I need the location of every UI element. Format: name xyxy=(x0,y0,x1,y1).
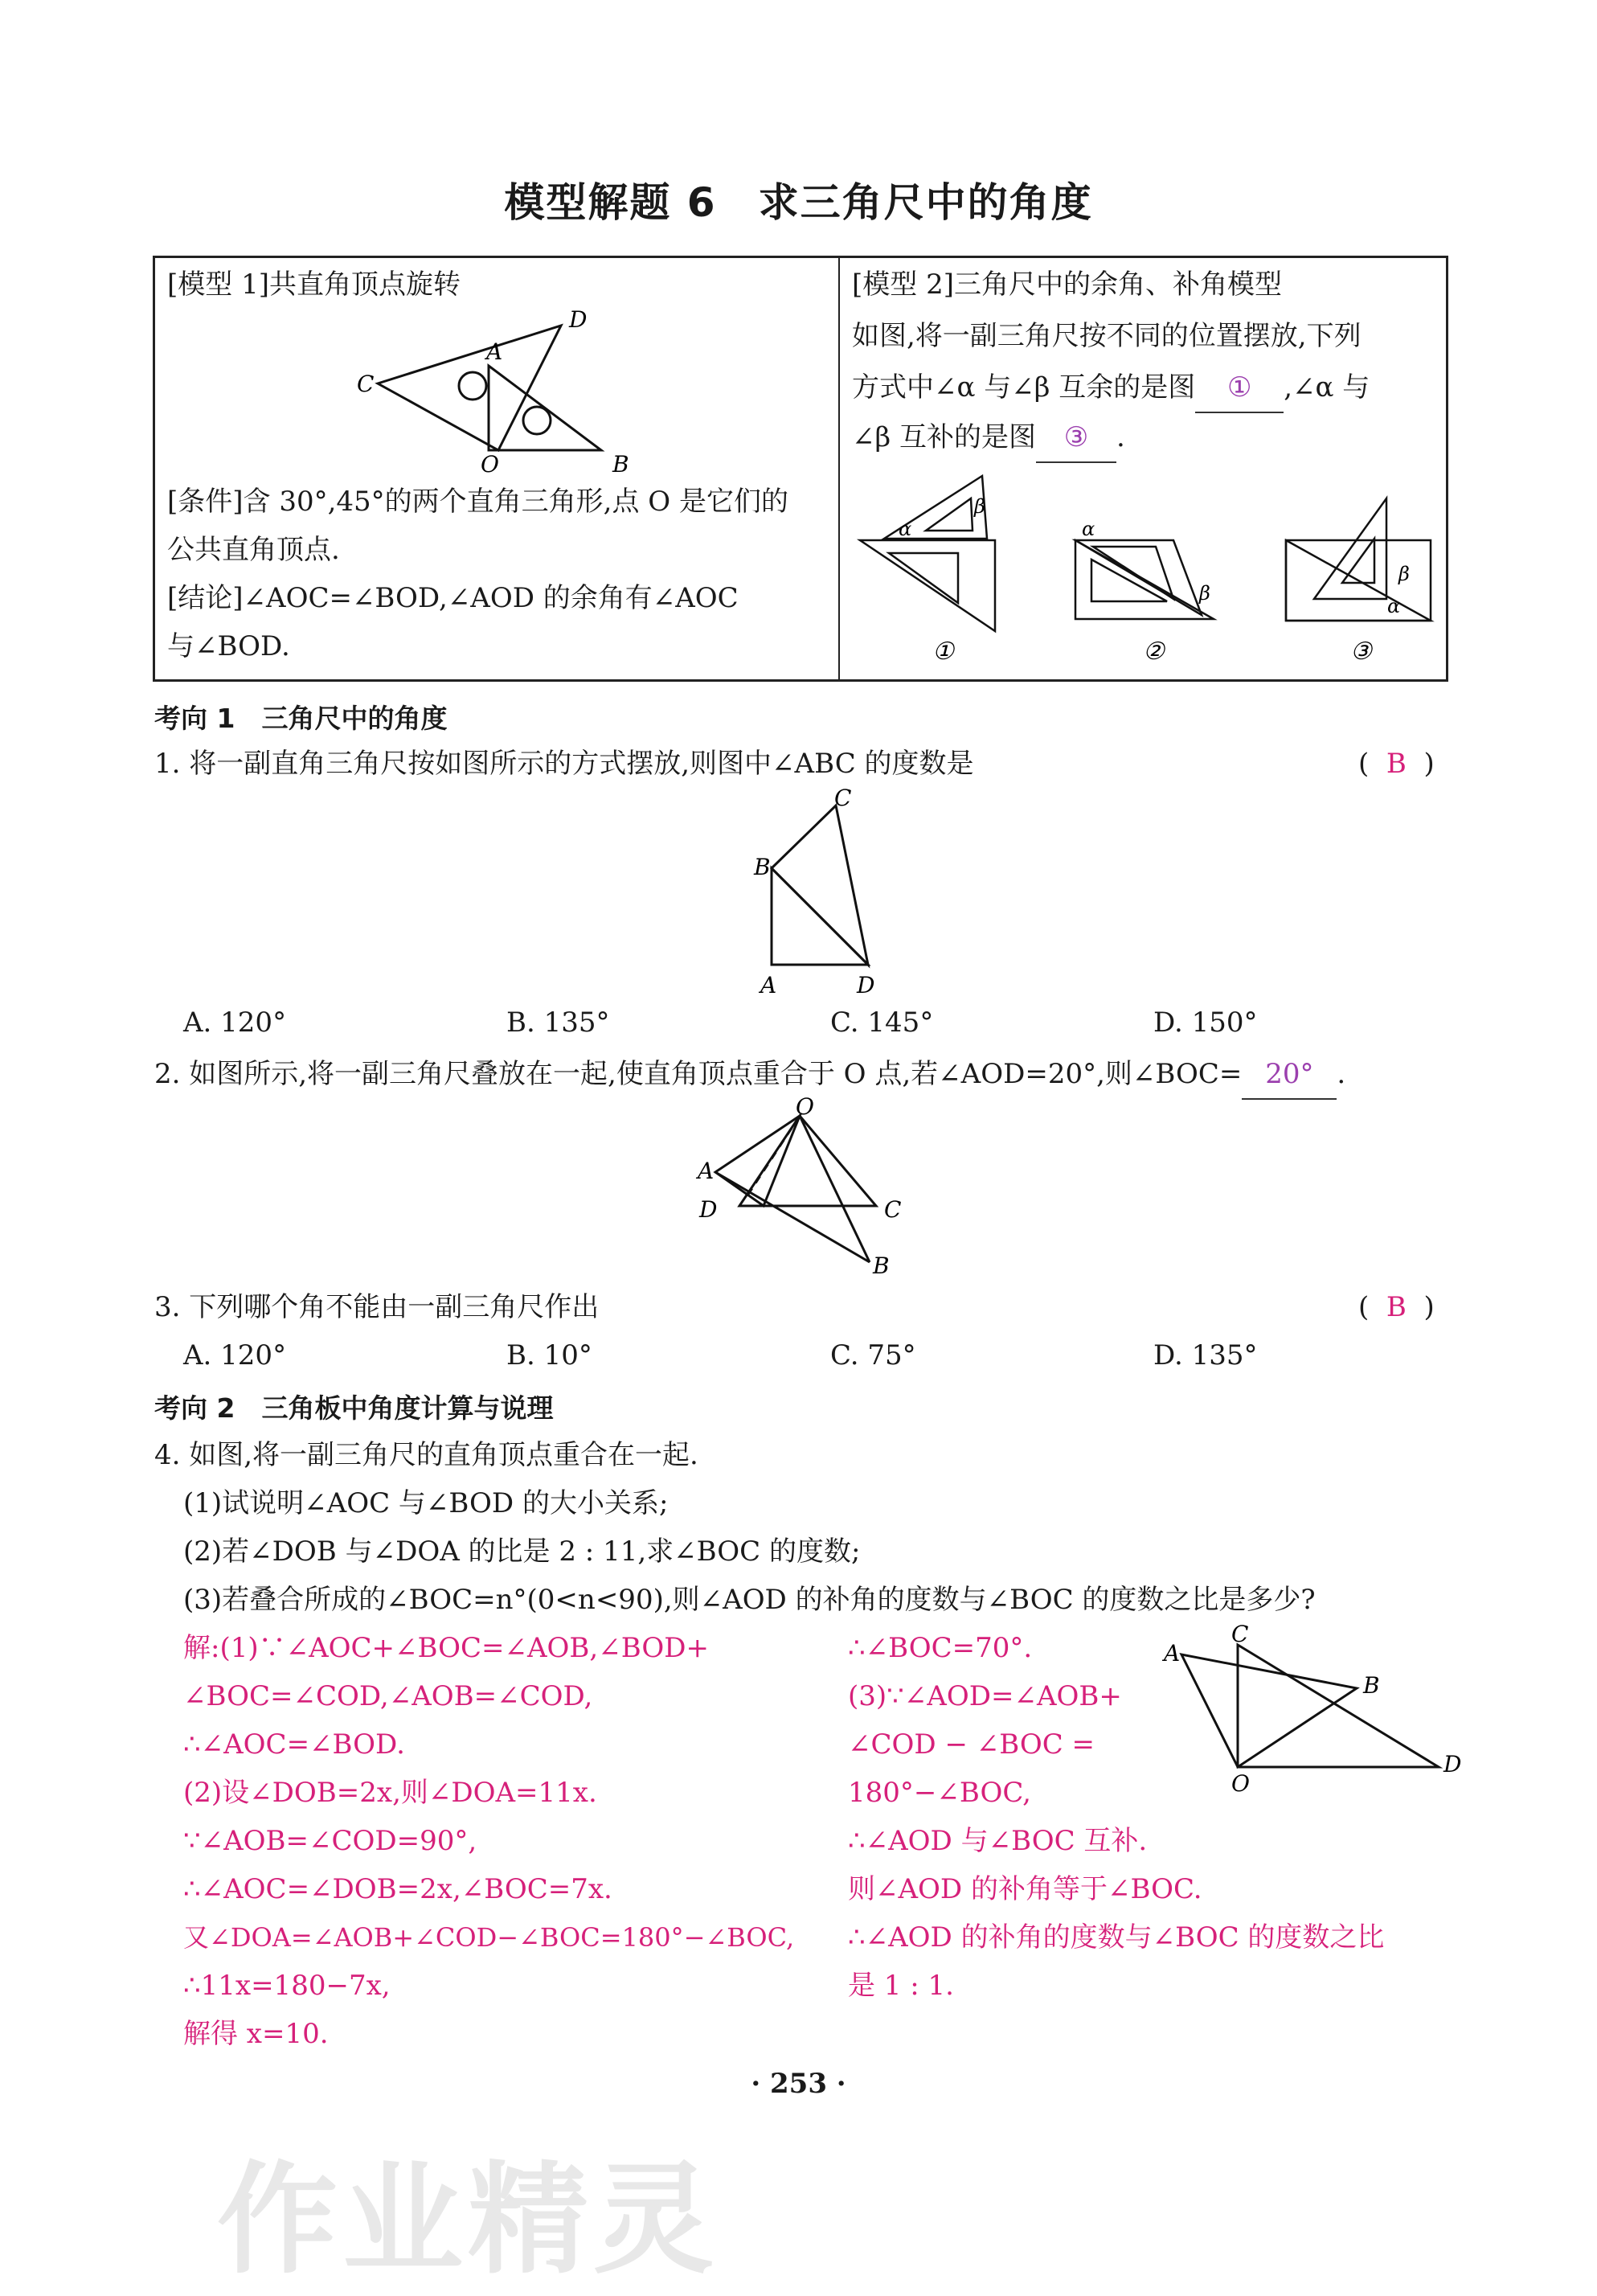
q4-solution-left-6: ∴∠AOC=∠DOB=2x,∠BOC=7x. xyxy=(183,1873,612,1905)
fig2-alpha: α xyxy=(1082,518,1095,540)
q2-label-c: C xyxy=(884,1196,902,1223)
q4-label-c: C xyxy=(1231,1621,1249,1647)
q3-option-c: C. 75° xyxy=(830,1339,916,1371)
q1-stem: 1. 将一副直角三角尺按如图所示的方式摆放,则图中∠ABC 的度数是 xyxy=(154,748,974,780)
q4-solution-right-8: 是 1 : 1. xyxy=(848,1970,954,2002)
q4-solution-left-1: 解:(1)∵∠AOC+∠BOC=∠AOB,∠BOD+ xyxy=(183,1632,709,1664)
q4-label-o: O xyxy=(1231,1770,1250,1797)
fig3-label: ③ xyxy=(1350,638,1372,666)
q2-stem: 2. 如图所示,将一副三角尺叠放在一起,使直角顶点重合于 O 点,若∠AOD=20°,则∠BOC= xyxy=(154,1058,1243,1090)
model2-line2 xyxy=(852,363,1370,413)
angle-marker-1 xyxy=(459,372,486,400)
q2-label-a: A xyxy=(698,1158,715,1184)
q4-solution-right-5: ∴∠AOD 与∠BOC 互补. xyxy=(848,1825,1148,1857)
page-title: 模型解题 6 求三角尺中的角度 xyxy=(504,179,1093,226)
fig1-label: ① xyxy=(932,638,954,666)
q3-option-a: A. 120° xyxy=(183,1339,287,1371)
model2-answer-1: ① xyxy=(1195,363,1284,413)
model2-line3-post: . xyxy=(1116,421,1125,453)
q2-label-b: B xyxy=(873,1253,890,1279)
q3-stem: 3. 下列哪个角不能由一副三角尺作出 xyxy=(154,1291,600,1323)
model2-diagrams xyxy=(852,466,1439,667)
q4-solution-left-8: ∴11x=180−7x, xyxy=(183,1970,391,2002)
q4-sub3: (3)若叠合所成的∠BOC=n°(0<n<90),则∠AOD 的补角的度数与∠BOC 的度数之比是多少? xyxy=(183,1584,1316,1616)
q4-solution-right-4: 180°−∠BOC, xyxy=(848,1777,1031,1809)
q4-label-d: D xyxy=(1443,1751,1462,1777)
q4-solution-left-4: (2)设∠DOB=2x,则∠DOA=11x. xyxy=(183,1777,597,1809)
q1-answer-bracket xyxy=(1358,740,1435,788)
label-o: O xyxy=(481,451,499,478)
q4-label-a: A xyxy=(1164,1640,1181,1667)
model2-answer-2: ③ xyxy=(1036,413,1116,463)
fig2-beta: β xyxy=(1199,582,1210,605)
box-divider xyxy=(838,258,840,679)
watermark: 作业精灵 xyxy=(217,2150,719,2290)
q1-option-b: B. 135° xyxy=(506,1007,610,1039)
q2-answer: 20° xyxy=(1242,1050,1337,1100)
q1-option-c: C. 145° xyxy=(830,1007,934,1039)
q4-sub1: (1)试说明∠AOC 与∠BOD 的大小关系; xyxy=(183,1487,669,1519)
label-d: D xyxy=(569,306,588,333)
model2-line3-pre: ∠β 互补的是图 xyxy=(852,421,1036,453)
q4-solution-right-2: (3)∵∠AOD=∠AOB+ xyxy=(848,1680,1122,1712)
q1-label-c: C xyxy=(834,785,852,811)
label-b: B xyxy=(612,451,629,478)
model1-conclusion-1: [结论]∠AOC=∠BOD,∠AOD 的余角有∠AOC xyxy=(167,582,739,614)
model2-line2-pre: 方式中∠α 与∠β 互余的是图 xyxy=(852,371,1196,404)
section-1-heading: 考向 1 三角尺中的角度 xyxy=(154,703,448,734)
label-c: C xyxy=(357,371,375,397)
q1-label-b: B xyxy=(754,854,771,880)
q3-answer: B xyxy=(1386,1291,1407,1323)
q3-option-b: B. 10° xyxy=(506,1339,592,1371)
fig3-alpha: α xyxy=(1387,595,1401,617)
q1-paren-open: ( xyxy=(1358,748,1370,780)
model1-condition-1: [条件]含 30°,45°的两个直角三角形,点 O 是它们的 xyxy=(167,486,788,518)
q1-diagram xyxy=(739,785,900,998)
q4-solution-left-3: ∴∠AOC=∠BOD. xyxy=(183,1728,405,1761)
q4-solution-right-6: 则∠AOD 的补角等于∠BOC. xyxy=(848,1873,1202,1905)
q4-solution-right-1: ∴∠BOC=70°. xyxy=(848,1632,1033,1664)
angle-marker-2 xyxy=(523,407,551,434)
q4-solution-left-5: ∵∠AOB=∠COD=90°, xyxy=(183,1825,477,1857)
fig3-beta: β xyxy=(1398,563,1410,585)
fig1-beta: β xyxy=(974,495,985,518)
q4-solution-left-2: ∠BOC=∠COD,∠AOB=∠COD, xyxy=(183,1680,593,1712)
q3-answer-bracket xyxy=(1358,1283,1435,1331)
q4-stem: 4. 如图,将一副三角尺的直角顶点重合在一起. xyxy=(154,1439,698,1471)
q2-line xyxy=(154,1050,1345,1100)
q1-label-a: A xyxy=(760,972,777,998)
triangle-cod xyxy=(378,326,561,450)
model1-diagram xyxy=(346,306,651,478)
model1-conclusion-2: 与∠BOD. xyxy=(167,630,290,662)
page-number: · 253 · xyxy=(751,2068,846,2100)
q3-paren-close: ) xyxy=(1423,1291,1435,1323)
q1-label-d: D xyxy=(857,972,875,998)
q1-paren-close: ) xyxy=(1423,748,1435,780)
q3-option-d: D. 135° xyxy=(1153,1339,1258,1371)
q4-solution-left-9: 解得 x=10. xyxy=(183,2018,329,2050)
q4-diagram xyxy=(1157,1621,1463,1797)
q2-label-d: D xyxy=(699,1196,718,1223)
q4-label-b: B xyxy=(1363,1672,1380,1699)
fig2-label: ② xyxy=(1143,638,1165,666)
q2-label-o: O xyxy=(796,1093,814,1120)
model2-line1: 如图,将一副三角尺按不同的位置摆放,下列 xyxy=(852,320,1362,352)
q4-solution-left-7: 又∠DOA=∠AOB+∠COD−∠BOC=180°−∠BOC, xyxy=(183,1922,795,1953)
q1-option-a: A. 120° xyxy=(183,1007,287,1039)
model2-line2-post: ,∠α 与 xyxy=(1284,371,1370,404)
q2-end: . xyxy=(1337,1058,1346,1090)
section-2-heading: 考向 2 三角板中角度计算与说理 xyxy=(154,1392,554,1424)
model2-heading: [模型 2]三角尺中的余角、补角模型 xyxy=(852,269,1282,301)
q3-paren-open: ( xyxy=(1358,1291,1370,1323)
q4-solution-right-3: ∠COD − ∠BOC = xyxy=(848,1728,1095,1761)
fig1-alpha: α xyxy=(899,518,912,540)
q1-option-d: D. 150° xyxy=(1153,1007,1258,1039)
q2-diagram xyxy=(691,1093,924,1279)
q4-solution-right-7: ∴∠AOD 的补角的度数与∠BOC 的度数之比 xyxy=(848,1921,1385,1954)
model1-condition-2: 公共直角顶点. xyxy=(167,534,340,566)
label-a: A xyxy=(486,338,503,365)
q4-sub2: (2)若∠DOB 与∠DOA 的比是 2 : 11,求∠BOC 的度数; xyxy=(183,1535,861,1568)
model1-heading: [模型 1]共直角顶点旋转 xyxy=(167,269,461,301)
model2-line3 xyxy=(852,413,1125,463)
q1-answer: B xyxy=(1386,748,1407,780)
